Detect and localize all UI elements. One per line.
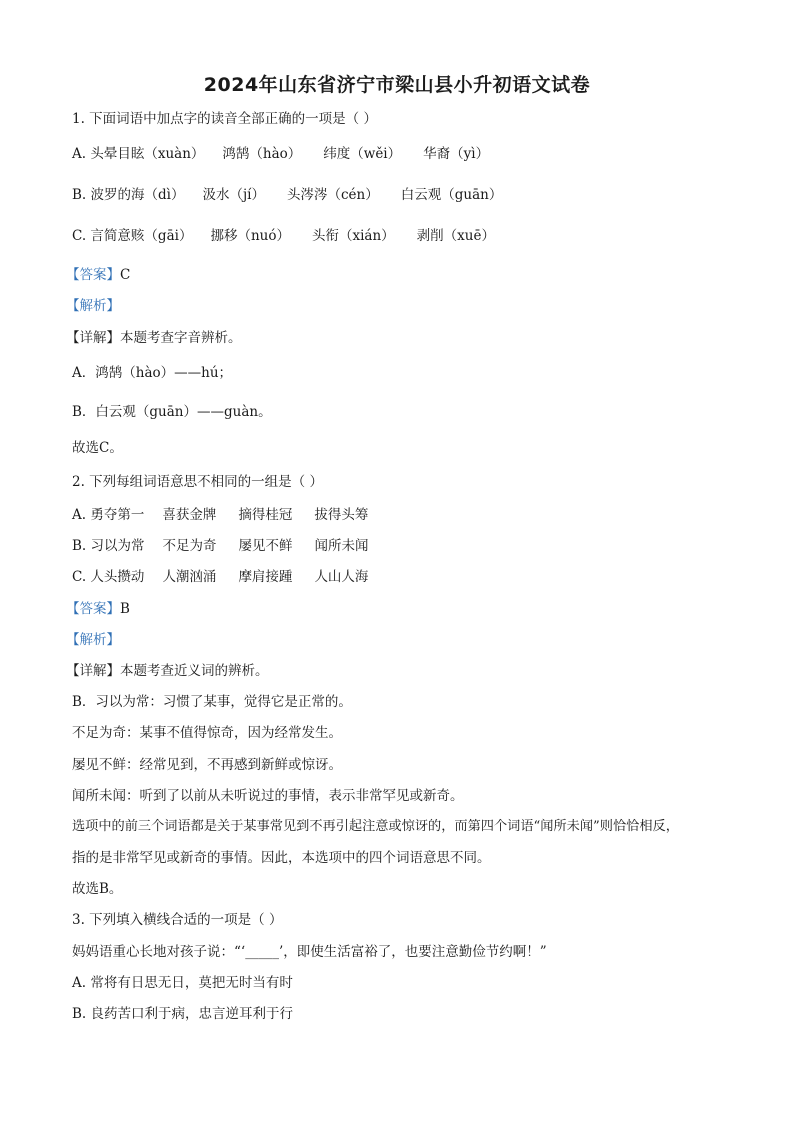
- q3-option-b[interactable]: B. 良药苦口利于病，忠言逆耳利于行: [72, 1006, 294, 1022]
- q1-option-a[interactable]: A. 头晕目眩（xuàn） 鸿鹄（hào） 纬度（wěi） 华裔（yì）: [72, 146, 490, 162]
- answer-tag: 【答案】: [66, 601, 120, 617]
- q2-detail-line-4: 闻所未闻：听到了以前从未听说过的事情，表示非常罕见或新奇。: [72, 788, 464, 804]
- q1-option-c[interactable]: C. 言简意赅（gāi） 挪移（nuó） 头衔（xián） 剥削（xuē）: [72, 228, 495, 244]
- q2-option-a[interactable]: A. 勇夺第一 喜获金牌 摘得桂冠 拔得头筹: [72, 507, 369, 523]
- q2-stem: 2. 下列每组词语意思不相同的一组是（ ）: [72, 474, 323, 490]
- q3-stem: 3. 下列填入横线合适的一项是（ ）: [72, 912, 283, 928]
- q1-answer: [66, 266, 130, 284]
- q2-answer: [66, 600, 130, 618]
- q2-detail-line-1: B．习以为常：习惯了某事，觉得它是正常的。: [72, 694, 352, 710]
- q1-conclusion: 故选C。: [72, 440, 123, 456]
- q1-stem: 1. 下面词语中加点字的读音全部正确的一项是（ ）: [72, 111, 377, 127]
- answer-tag: 【答案】: [66, 267, 120, 283]
- q2-analysis-tag: 【解析】: [66, 632, 120, 648]
- page-title: 2024年山东省济宁市梁山县小升初语文试卷: [203, 74, 591, 96]
- q2-detail: 【详解】本题考查近义词的辨析。: [66, 663, 269, 679]
- q2-conclusion: 故选B。: [72, 881, 123, 897]
- q1-analysis-tag: 【解析】: [66, 298, 120, 314]
- q2-option-c[interactable]: C. 人头攒动 人潮汹涌 摩肩接踵 人山人海: [72, 569, 369, 585]
- q1-detail: 【详解】本题考查字音辨析。: [66, 330, 242, 346]
- answer-value: C: [120, 267, 131, 283]
- q1-detail-line-1: A．鸿鹄（hào）——hú；: [72, 365, 233, 381]
- q2-detail-line-3: 屡见不鲜：经常见到，不再感到新鲜或惊讶。: [72, 757, 342, 773]
- q2-detail-line-5: 选项中的前三个词语都是关于某事常见到不再引起注意或惊讶的，而第四个词语“闻所未闻”则恰恰相反，: [72, 819, 679, 834]
- q2-detail-line-6: 指的是非常罕见或新奇的事情。因此，本选项中的四个词语意思不同。: [72, 850, 491, 866]
- q1-detail-line-2: B．白云观（guān）——guàn。: [72, 404, 272, 420]
- q2-option-b[interactable]: B. 习以为常 不足为奇 屡见不鲜 闻所未闻: [72, 538, 369, 554]
- q3-option-a[interactable]: A. 常将有日思无日，莫把无时当有时: [72, 975, 293, 991]
- q2-detail-line-2: 不足为奇：某事不值得惊奇，因为经常发生。: [72, 725, 342, 741]
- q3-context: 妈妈语重心长地对孩子说：“‘_____’，即使生活富裕了，也要注意勤俭节约啊！”: [72, 944, 547, 960]
- detail-tag: 【详解】: [66, 663, 120, 679]
- detail-tag: 【详解】: [66, 330, 120, 346]
- answer-value: B: [120, 601, 130, 617]
- q1-option-b[interactable]: B. 波罗的海（dì） 汲水（jí） 头涔涔（cén） 白云观（guān）: [72, 187, 503, 203]
